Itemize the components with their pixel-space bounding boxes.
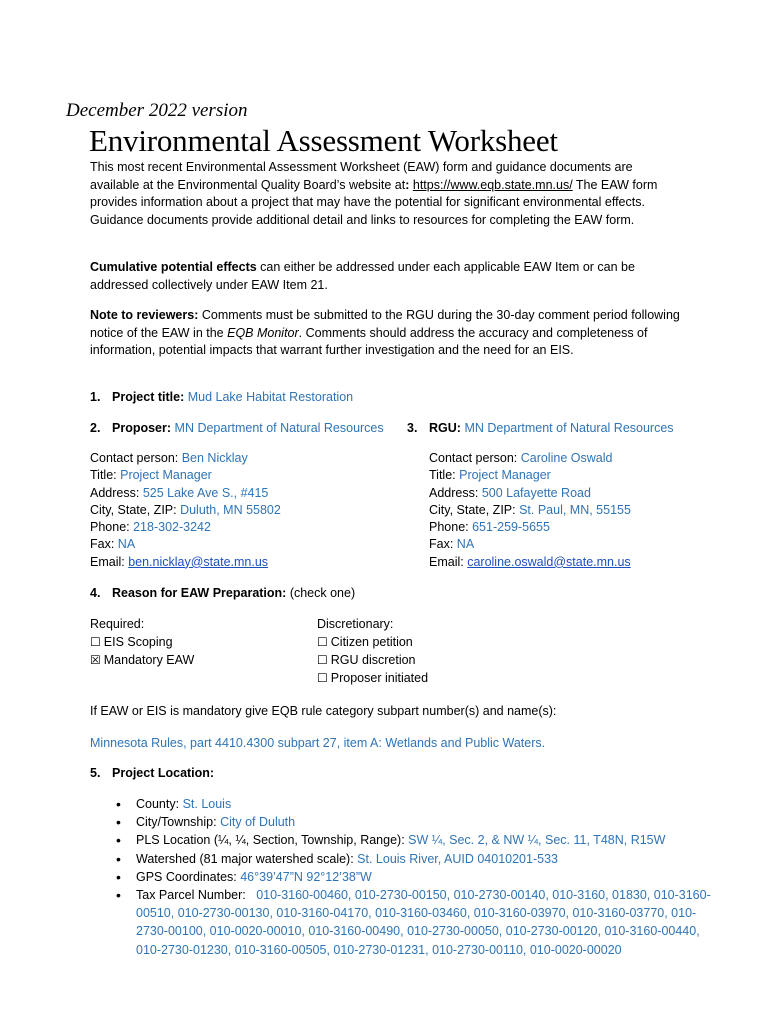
list-item-watershed bbox=[112, 850, 712, 868]
proposer-contact-value: Ben Nicklay bbox=[181, 451, 248, 465]
proposer-fax-label: Fax: bbox=[90, 537, 118, 552]
page-title: Environmental Assessment Worksheet bbox=[89, 123, 558, 158]
pls-value: SW ¼, Sec. 2, & NW ¼, Sec. 11, T48N, R15W bbox=[408, 833, 666, 848]
discretionary-label: Discretionary: bbox=[317, 617, 394, 631]
item-3-label: RGU: bbox=[429, 421, 461, 435]
item-4-reason bbox=[90, 585, 355, 603]
rgu-phone-label: Phone: bbox=[429, 520, 473, 535]
item-3-value: MN Department of Natural Resources bbox=[464, 421, 674, 435]
rgu-address-label: Address: bbox=[429, 485, 482, 500]
mandatory-eaw-checkbox[interactable]: ☒ bbox=[90, 653, 101, 667]
rgu-fax-value: NA bbox=[456, 537, 475, 552]
proposer-initiated-label: Proposer initiated bbox=[330, 671, 429, 685]
item-5-location bbox=[90, 765, 214, 783]
required-group bbox=[90, 615, 194, 669]
proposer-title-value: Project Manager bbox=[120, 468, 212, 483]
eqb-monitor-italic: EQB Monitor bbox=[227, 325, 299, 340]
item-1-number: 1. bbox=[90, 390, 101, 404]
gps-value: 46°39’47”N 92°12’38”W bbox=[240, 869, 372, 884]
citizen-petition-label: Citizen petition bbox=[330, 635, 413, 649]
item-2-value: MN Department of Natural Resources bbox=[174, 421, 384, 435]
proposer-address-value: 525 Lake Ave S., #415 bbox=[142, 485, 269, 500]
proposer-fax-value: NA bbox=[117, 537, 136, 552]
county-label: County: bbox=[136, 797, 183, 811]
tax-parcel-label: Tax Parcel Number: bbox=[136, 888, 257, 903]
rgu-city-row bbox=[429, 502, 631, 519]
rgu-address-row bbox=[429, 485, 631, 502]
list-item-tax-parcel bbox=[112, 886, 712, 959]
rgu-email-row bbox=[429, 554, 631, 571]
item-1-project-title bbox=[90, 389, 353, 407]
proposer-initiated-option[interactable] bbox=[317, 669, 428, 687]
mandatory-answer: Minnesota Rules, part 4410.4300 subpart 27, item A: Wetlands and Public Waters. bbox=[90, 736, 546, 750]
intro-paragraph bbox=[90, 159, 680, 229]
proposer-email-link[interactable]: ben.nicklay@state.mn.us bbox=[128, 554, 269, 569]
watershed-label: Watershed (81 major watershed scale): bbox=[136, 851, 358, 866]
city-value: City of Duluth bbox=[220, 815, 296, 830]
proposer-title-label: Title: bbox=[90, 468, 121, 483]
proposer-contact-row bbox=[90, 450, 281, 467]
eqb-website-link[interactable]: https://www.eqb.state.mn.us/ bbox=[412, 177, 573, 192]
list-item-city bbox=[112, 813, 712, 831]
gps-label: GPS Coordinates: bbox=[136, 869, 241, 884]
list-item-county bbox=[112, 795, 712, 813]
discretionary-group bbox=[317, 615, 428, 687]
proposer-email-label: Email: bbox=[90, 554, 129, 569]
cumulative-text: can either be addressed under each applicable EAW Item or can be addressed collectively under EAW Item 21. bbox=[90, 260, 635, 292]
rgu-title-value: Project Manager bbox=[459, 468, 551, 483]
eis-scoping-option[interactable] bbox=[90, 633, 194, 651]
mandatory-eaw-label: Mandatory EAW bbox=[103, 653, 195, 667]
proposer-contact-block bbox=[90, 450, 281, 571]
note-paragraph bbox=[90, 307, 680, 360]
item-5-label: Project Location: bbox=[112, 766, 215, 780]
note-label: Note to reviewers: bbox=[90, 308, 199, 322]
note-text: Comments must be submitted to the RGU during the 30-day comment period following notice of the EAW in the bbox=[90, 308, 680, 340]
proposer-fax-row bbox=[90, 536, 281, 553]
item-2-number: 2. bbox=[90, 421, 101, 435]
proposer-city-row bbox=[90, 502, 281, 519]
item-4-label: Reason for EAW Preparation: bbox=[112, 586, 287, 600]
rgu-contact-block bbox=[429, 450, 631, 571]
rgu-phone-row bbox=[429, 519, 631, 536]
rgu-discretion-label: RGU discretion bbox=[330, 653, 416, 667]
city-label: City/Township: bbox=[136, 815, 221, 830]
cumulative-label: Cumulative potential effects bbox=[90, 260, 257, 274]
proposer-city-value: Duluth, MN 55802 bbox=[180, 502, 281, 517]
pls-label: PLS Location (¼, ¼, Section, Township, Range): bbox=[136, 833, 409, 848]
rgu-contact-value: Caroline Oswald bbox=[520, 451, 613, 465]
item-3-number: 3. bbox=[407, 421, 418, 435]
note-text-after: . Comments should address the accuracy and completeness of information, potential impacts that warrant further investigation and the need for an EIS. bbox=[90, 325, 648, 357]
rgu-address-value: 500 Lafayette Road bbox=[481, 485, 591, 500]
tax-parcel-value: 010-3160-00460, 010-2730-00150, 010-2730-00140, 010-3160, 01830, 010-3160-00510, 010-2730-00130, 010-3160-04170, 010-3160-03460, 010-3160-03970, 010-3160-03770, 010-2730-00100, 010-0020-00010, 010-3160-00490, 010-2730-00050, 010-2730-00120, 010-3160-00440, 010-2730-01230, 010-3160-00505, 010-2730-01231, 010-2730-00110, 010-0020-00020 bbox=[136, 888, 711, 957]
proposer-phone-label: Phone: bbox=[90, 520, 134, 535]
rgu-city-value: St. Paul, MN, 55155 bbox=[519, 502, 631, 517]
eis-scoping-checkbox[interactable]: ☐ bbox=[90, 635, 101, 649]
rgu-city-label: City, State, ZIP: bbox=[429, 502, 520, 517]
proposer-phone-row bbox=[90, 519, 281, 536]
version-label: December 2022 version bbox=[66, 100, 248, 121]
item-4-number: 4. bbox=[90, 586, 101, 600]
proposer-initiated-checkbox[interactable]: ☐ bbox=[317, 671, 328, 685]
rgu-email-link[interactable]: caroline.oswald@state.mn.us bbox=[467, 554, 631, 569]
intro-colon: : bbox=[405, 177, 413, 192]
rgu-fax-row bbox=[429, 536, 631, 553]
rgu-discretion-checkbox[interactable]: ☐ bbox=[317, 653, 328, 667]
proposer-phone-value: 218-302-3242 bbox=[133, 520, 211, 535]
intro-text-after: The EAW form provides information about a project that may have the potential for significant environmental effects. Guidance documents provide additional detail and links to resources for completing the EAW form. bbox=[90, 177, 658, 227]
rgu-contact-label: Contact person: bbox=[429, 451, 521, 465]
watershed-value: St. Louis River, AUID 04010201-533 bbox=[357, 851, 558, 866]
intro-text: This most recent Environmental Assessment Worksheet (EAW) form and guidance documents are available at the Environmental Quality Board’s website at bbox=[90, 160, 633, 192]
list-item-gps bbox=[112, 868, 712, 886]
county-value: St. Louis bbox=[182, 797, 232, 811]
rgu-discretion-option[interactable] bbox=[317, 651, 428, 669]
list-item-pls bbox=[112, 831, 712, 849]
eis-scoping-label: EIS Scoping bbox=[103, 635, 173, 649]
item-2-label: Proposer: bbox=[112, 421, 172, 435]
mandatory-question: If EAW or EIS is mandatory give EQB rule category subpart number(s) and name(s): bbox=[90, 704, 557, 718]
proposer-email-row bbox=[90, 554, 281, 571]
item-1-label: Project title: bbox=[112, 390, 185, 404]
item-4-hint: (check one) bbox=[286, 586, 356, 600]
rgu-title-row bbox=[429, 467, 631, 484]
mandatory-eaw-option[interactable] bbox=[90, 651, 194, 669]
citizen-petition-option[interactable] bbox=[317, 633, 428, 651]
rgu-contact-row bbox=[429, 450, 631, 467]
rgu-email-label: Email: bbox=[429, 554, 468, 569]
item-1-value: Mud Lake Habitat Restoration bbox=[187, 390, 354, 404]
rgu-title-label: Title: bbox=[429, 468, 460, 483]
proposer-city-label: City, State, ZIP: bbox=[90, 502, 181, 517]
rgu-phone-value: 651-259-5655 bbox=[472, 520, 550, 535]
item-2-proposer bbox=[90, 420, 384, 438]
location-list bbox=[112, 795, 712, 959]
proposer-address-label: Address: bbox=[90, 485, 143, 500]
proposer-contact-label: Contact person: bbox=[90, 451, 182, 465]
item-3-rgu bbox=[407, 420, 674, 438]
rgu-fax-label: Fax: bbox=[429, 537, 457, 552]
proposer-address-row bbox=[90, 485, 281, 502]
item-5-number: 5. bbox=[90, 766, 101, 780]
cumulative-paragraph bbox=[90, 259, 680, 294]
proposer-title-row bbox=[90, 467, 281, 484]
required-label: Required: bbox=[90, 617, 145, 631]
citizen-petition-checkbox[interactable]: ☐ bbox=[317, 635, 328, 649]
